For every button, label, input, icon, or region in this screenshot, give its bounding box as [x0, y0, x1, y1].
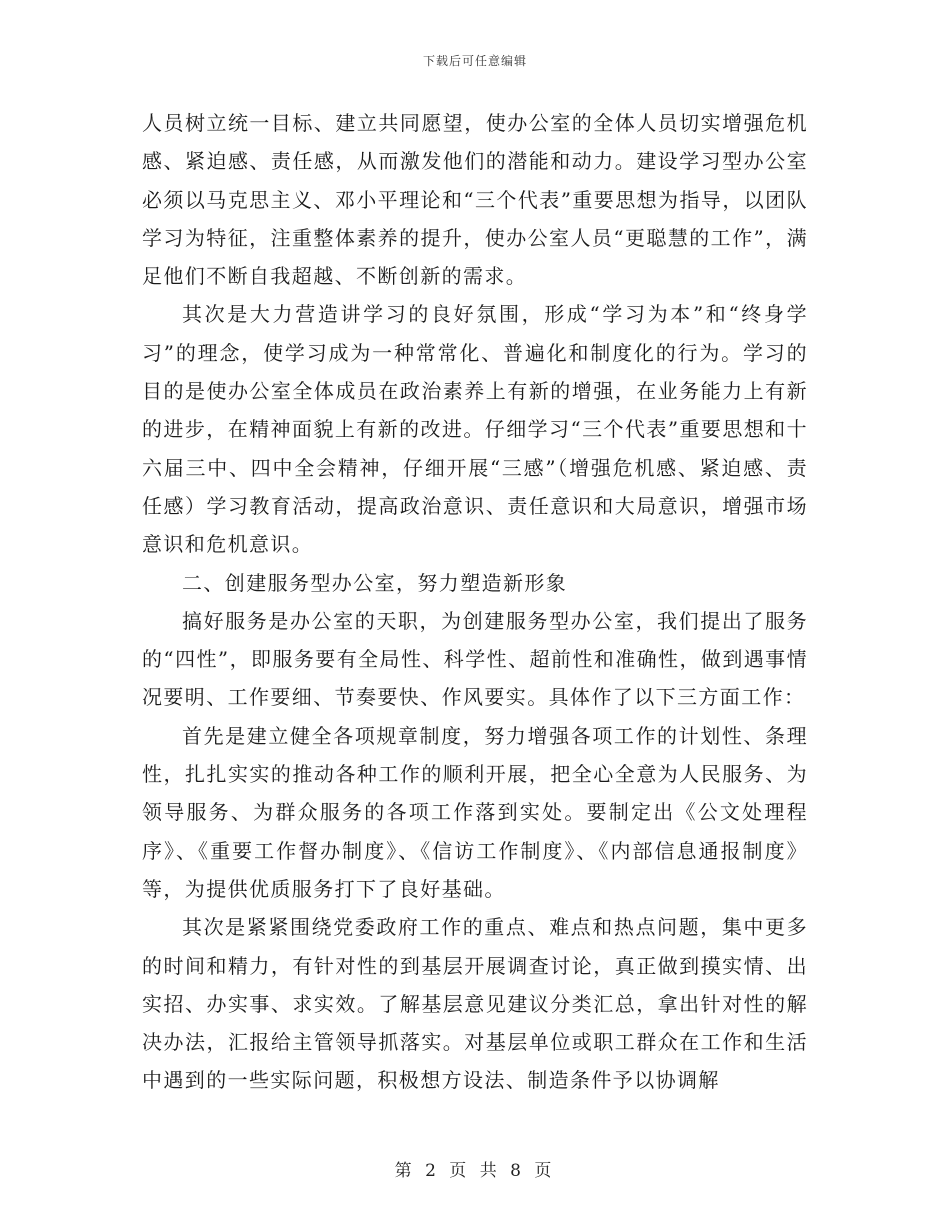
- paragraph-1: 人员树立统一目标、建立共同愿望，使办公室的全体人员切实增强危机感、紧迫感、责任感，从而激发他们的潜能和动力。建设学习型办公室必须以马克思主义、邓小平理论和“三个代表”重要思想为指导，以团队学习为特征，注重整体素养的提升，使办公室人员“更聪慧的工作”，满足他们不断自我超越、不断创新的需求。: [142, 111, 808, 289]
- document-body: [142, 104, 808, 1100]
- paragraph-3: 搞好服务是办公室的天职，为创建服务型办公室，我们提出了服务的“四性”，即服务要有全局性、科学性、超前性和准确性，做到遇事情况要明、工作要细、节奏要快、作风要实。具体作了以下三方面工作：: [142, 608, 808, 710]
- paragraph-5: 其次是紧紧围绕党委政府工作的重点、难点和热点问题，集中更多的时间和精力，有针对性的到基层开展调查讨论，真正做到摸实情、出实招、办实事、求实效。了解基层意见建议分类汇总，拿出针对性的解决办法，汇报给主管领导抓落实。对基层单位或职工群众在工作和生活中遇到的一些实际问题，积极想方设法、制造条件予以协调解: [142, 915, 808, 1093]
- page-number-footer: 第 2 页 共 8 页: [394, 1161, 556, 1181]
- page-header: 下载后可任意编辑: [422, 54, 527, 68]
- section-heading: 二、创建服务型办公室，努力塑造新形象: [182, 570, 568, 595]
- paragraph-2: 其次是大力营造讲学习的良好氛围，形成“学习为本”和“终身学习”的理念，使学习成为一种常常化、普遍化和制度化的行为。学习的目的是使办公室全体成员在政治素养上有新的增强，在业务能力上有新的进步，在精神面貌上有新的改进。仔细学习“三个代表”重要思想和十六届三中、四中全会精神，仔细开展“三感”（增强危机感、紧迫感、责任感）学习教育活动，提高政治意识、责任意识和大局意识，增强市场意识和危机意识。: [142, 302, 808, 557]
- paragraph-4: 首先是建立健全各项规章制度，努力增强各项工作的计划性、条理性，扎扎实实的推动各种工作的顺利开展，把全心全意为人民服务、为领导服务、为群众服务的各项工作落到实处。要制定出《公文处理程序》、《重要工作督办制度》、《信访工作制度》、《内部信息通报制度》等，为提供优质服务打下了良好基础。: [142, 723, 808, 901]
